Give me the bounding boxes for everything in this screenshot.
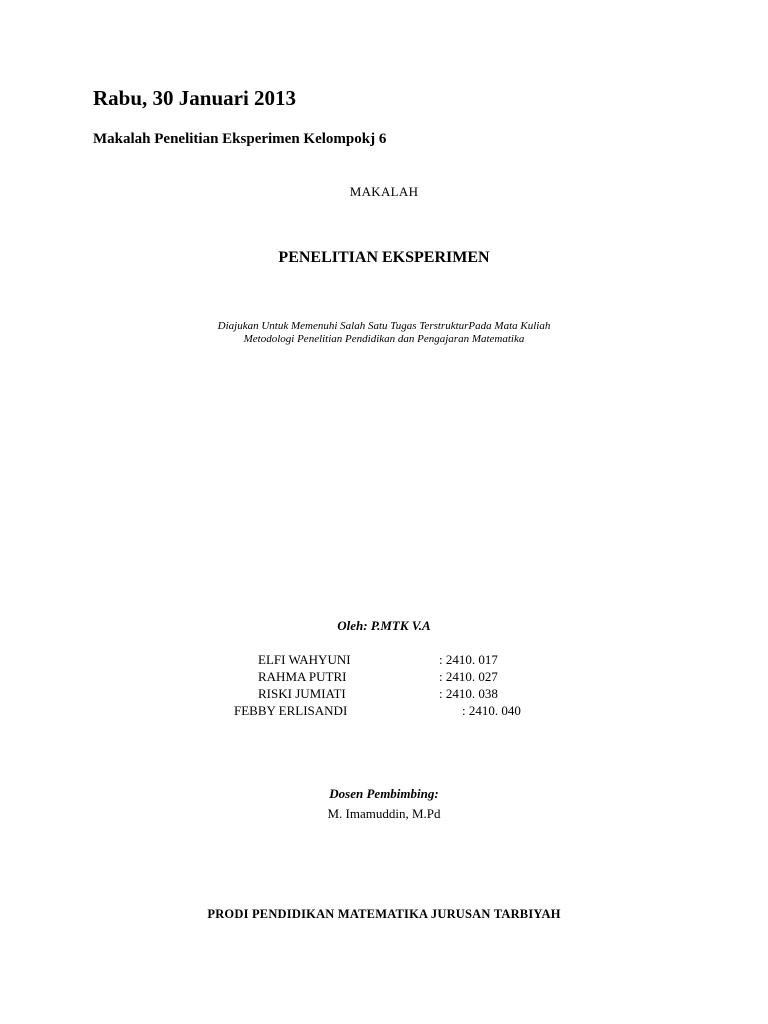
document-title: PENELITIAN EKSPERIMEN bbox=[278, 249, 490, 266]
member-name: ELFI WAHYUNI bbox=[258, 652, 351, 667]
author-heading: Oleh: P.MTK V.A bbox=[337, 618, 431, 633]
member-name: FEBBY ERLISANDI bbox=[234, 703, 348, 718]
member-name: RAHMA PUTRI bbox=[258, 669, 347, 684]
advisor-name: M. Imamuddin, M.Pd bbox=[327, 806, 441, 821]
member-id: : 2410. 027 bbox=[439, 669, 498, 684]
advisor-label: Dosen Pembimbing: bbox=[329, 786, 439, 801]
purpose-line-2: Metodologi Penelitian Pendidikan dan Pengajaran Matematika bbox=[243, 333, 525, 345]
institution-footer: PRODI PENDIDIKAN MATEMATIKA JURUSAN TARBIYAH bbox=[207, 907, 561, 921]
purpose-line-1: Diajukan Untuk Memenuhi Salah Satu Tugas TerstrukturPada Mata Kuliah bbox=[217, 320, 551, 332]
member-name: RISKI JUMIATI bbox=[258, 686, 346, 701]
post-title[interactable]: Makalah Penelitian Eksperimen Kelompokj 6 bbox=[93, 131, 387, 147]
document-type: MAKALAH bbox=[349, 184, 419, 199]
member-id: : 2410. 038 bbox=[439, 686, 498, 701]
member-id: : 2410. 017 bbox=[439, 652, 498, 667]
member-id: : 2410. 040 bbox=[462, 703, 521, 718]
post-date-heading: Rabu, 30 Januari 2013 bbox=[93, 86, 297, 110]
